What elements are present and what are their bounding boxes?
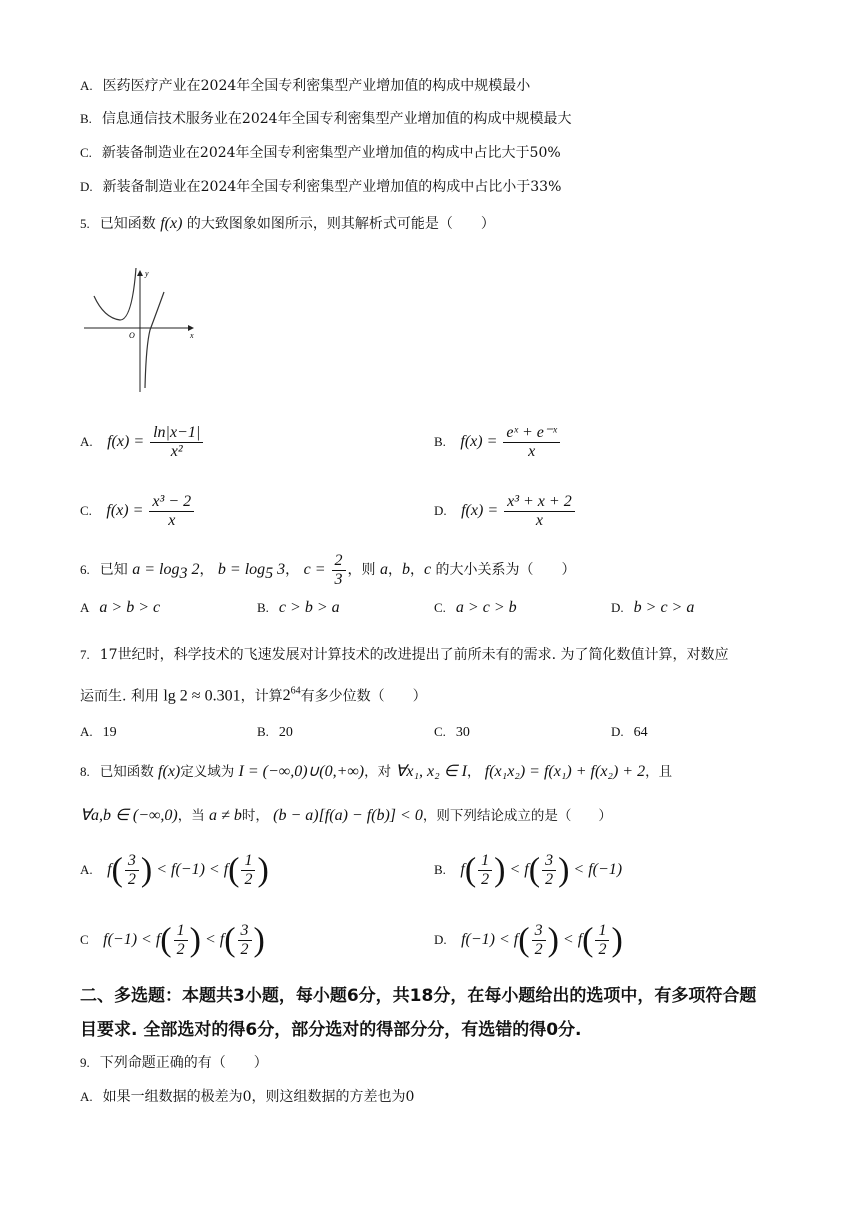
option-label: C. bbox=[434, 600, 446, 615]
q5-option-b[interactable] bbox=[434, 424, 562, 461]
option-text: 30 bbox=[455, 725, 470, 740]
q8-option-d[interactable] bbox=[434, 922, 623, 959]
fraction-denominator: x bbox=[535, 512, 543, 529]
stem-text: 已知函数 bbox=[99, 216, 156, 232]
q4-option-c[interactable] bbox=[80, 143, 561, 163]
option-label: A. bbox=[80, 862, 93, 878]
fraction-denominator: x bbox=[528, 443, 536, 460]
option-formula: f( $\frac{3}{2}$ ) < f(−1) < f( $\frac{1}{2}$ ) bbox=[107, 851, 269, 889]
q5-option-a[interactable] bbox=[80, 424, 205, 461]
option-label: D. bbox=[434, 932, 447, 948]
q7-option-d[interactable] bbox=[611, 722, 648, 743]
c-expr: c = bbox=[303, 561, 326, 579]
option-label: D. bbox=[434, 503, 447, 519]
q6-option-d[interactable] bbox=[611, 598, 694, 618]
y-axis-arrow bbox=[137, 270, 143, 276]
a-log-base: 3 bbox=[179, 565, 188, 583]
var-a: a bbox=[379, 561, 388, 579]
functional-equation: f(x₁x₂) = f(x₁) + f(x₂) + 2 bbox=[484, 763, 646, 780]
monotonic-inequality: (b − a)[f(a) − f(b)] < 0 bbox=[273, 807, 423, 824]
q7-stem-line2 bbox=[80, 682, 427, 706]
stem-text: 有多少位数（ ） bbox=[300, 688, 427, 705]
fraction-numerator: eˣ + e⁻ˣ bbox=[503, 424, 559, 443]
b-log-arg: 3 bbox=[273, 561, 286, 579]
q5-option-d[interactable] bbox=[434, 493, 577, 530]
stem-text: ，则 bbox=[347, 562, 376, 579]
q4-option-b[interactable] bbox=[80, 109, 572, 129]
stem-text: 已知函数 bbox=[99, 764, 154, 780]
option-formula: f(x) = $\frac{\text{x³ + x + 2}}{x}$ bbox=[461, 502, 577, 519]
q6-stem: 6. 已知 $a = \log_3 2$， $b = \log_5 3$， c = $\frac{2}{3}$ ，则 a，b，c 的大小关系为（ ） bbox=[80, 552, 576, 588]
fraction-denominator: 3 bbox=[334, 571, 343, 588]
q4-option-a[interactable] bbox=[80, 76, 530, 96]
fraction-denominator: x² bbox=[170, 443, 183, 460]
option-label: B. bbox=[434, 434, 446, 450]
question-number: 7. bbox=[80, 647, 90, 662]
question-number: 9. bbox=[80, 1055, 90, 1070]
stem-text: 时， bbox=[241, 808, 269, 824]
option-text: 信息通信技术服务业在2024年全国专利密集型产业增加值的构成中规模最大 bbox=[101, 111, 572, 127]
fx-expression: f(x) bbox=[158, 763, 181, 780]
option-label: D. bbox=[80, 179, 93, 194]
q8-stem-line2 bbox=[80, 806, 612, 826]
fraction-numerator: 2 bbox=[332, 552, 346, 571]
q7-option-a[interactable] bbox=[80, 722, 117, 743]
q6-option-c[interactable] bbox=[434, 598, 517, 618]
b-definition bbox=[217, 561, 286, 583]
q6-option-b[interactable] bbox=[257, 598, 340, 618]
question-number: 5. bbox=[80, 216, 90, 231]
stem-text: ，当 bbox=[177, 808, 205, 824]
lg-approximation: lg 2 ≈ 0.301 bbox=[163, 687, 241, 705]
option-text: 19 bbox=[102, 725, 117, 740]
forall-expression: ∀a,b ∈ (−∞,0) bbox=[80, 807, 178, 824]
stem-text: ，则下列结论成立的是（ ） bbox=[422, 808, 612, 824]
option-text: 64 bbox=[633, 725, 648, 740]
fraction-numerator: x³ + x + 2 bbox=[504, 493, 575, 512]
option-label: C. bbox=[80, 503, 92, 519]
stem-text: 的大小关系为（ ） bbox=[435, 562, 576, 579]
condition-expression: a ≠ b bbox=[209, 807, 242, 824]
option-label: A. bbox=[80, 724, 93, 739]
power-expression: $2^{64}$ bbox=[282, 686, 301, 705]
domain-expression: I = (−∞,0)∪(0,+∞) bbox=[238, 763, 365, 780]
option-formula: f( $\frac{1}{2}$ ) < f( $\frac{3}{2}$ ) < f(−1) bbox=[460, 851, 623, 889]
a-log-arg: 2 bbox=[187, 561, 200, 579]
x-axis-label: x bbox=[190, 331, 194, 340]
option-label: C. bbox=[434, 724, 446, 739]
stem-text: 已知 bbox=[99, 562, 128, 579]
option-label: B. bbox=[434, 862, 446, 878]
stem-text: 17世纪时，科学技术的飞速发展对计算技术的改进提出了前所未有的需求. 为了简化数值计算，对数应 bbox=[99, 647, 729, 663]
section-heading-line2: 目要求. 全部选对的得6分，部分选对的得部分分，有选错的得0分. bbox=[80, 1020, 582, 1040]
b-expr: b = log bbox=[217, 561, 266, 579]
stem-text: 的大致图象如图所示，则其解析式可能是（ ） bbox=[186, 216, 495, 232]
q8-option-b[interactable] bbox=[434, 852, 622, 889]
stem-text: ，计算 bbox=[240, 688, 283, 705]
var-c: c bbox=[423, 561, 432, 579]
stem-text: 下列命题正确的有（ ） bbox=[99, 1055, 268, 1071]
exponent: 64 bbox=[290, 686, 301, 697]
q7-stem-line1 bbox=[80, 645, 728, 665]
option-text: 新装备制造业在2024年全国专利密集型产业增加值的构成中占比大于50% bbox=[101, 145, 561, 161]
q8-option-a[interactable] bbox=[80, 852, 269, 889]
left-branch-curve bbox=[94, 268, 136, 320]
option-label: C. bbox=[80, 145, 92, 160]
stem-text: 定义域为 bbox=[180, 764, 235, 780]
option-label: B. bbox=[257, 724, 269, 739]
option-label: C bbox=[80, 932, 89, 948]
option-formula: f(x) = $\frac{\ln|x-1|}{\text{x²}}$ bbox=[107, 433, 205, 450]
q5-stem bbox=[80, 214, 495, 234]
option-formula: f(−1) < f( $\frac{1}{2}$ ) < f( $\frac{3}{2}$ ) bbox=[103, 921, 265, 959]
section-heading-line1: 二、多选题：本题共3小题，每小题6分，共18分，在每小题给出的选项中，有多项符合题 bbox=[80, 986, 757, 1006]
q5-option-c[interactable] bbox=[80, 493, 196, 530]
a-expr: a = log bbox=[132, 561, 180, 579]
q6-option-a[interactable] bbox=[80, 598, 160, 618]
stem-text: ，且 bbox=[645, 764, 673, 780]
fx-expression: f(x) bbox=[160, 215, 183, 232]
var-b: b bbox=[401, 561, 410, 579]
option-label: A. bbox=[80, 78, 93, 93]
option-label: D. bbox=[611, 600, 624, 615]
b-log-base: 5 bbox=[265, 565, 274, 583]
fraction-numerator: x³ − 2 bbox=[149, 493, 194, 512]
option-text: b > c > a bbox=[633, 599, 695, 616]
q4-option-d[interactable] bbox=[80, 177, 561, 197]
q7-option-c[interactable] bbox=[434, 722, 470, 743]
right-branch-curve bbox=[145, 292, 164, 388]
option-text: 20 bbox=[278, 725, 293, 740]
q7-option-b[interactable] bbox=[257, 722, 293, 743]
stem-text: 运而生. 利用 bbox=[80, 688, 159, 705]
option-text: 如果一组数据的极差为0，则这组数据的方差也为0 bbox=[102, 1089, 415, 1105]
a-definition bbox=[132, 561, 200, 583]
q8-option-c[interactable] bbox=[80, 922, 265, 959]
option-text: a > b > c bbox=[99, 599, 161, 616]
function-graph bbox=[82, 266, 200, 396]
q9-stem bbox=[80, 1053, 268, 1073]
stem-text: ，对 bbox=[364, 764, 392, 780]
option-label: D. bbox=[611, 724, 624, 739]
option-formula: f(−1) < f( $\frac{3}{2}$ ) < f( $\frac{1}{2}$ ) bbox=[461, 921, 623, 959]
forall-expression: ∀x₁, x₂ ∈ I bbox=[395, 763, 467, 780]
option-label: A bbox=[80, 600, 90, 615]
c-definition bbox=[303, 552, 348, 588]
option-label: A. bbox=[80, 434, 93, 450]
option-label: B. bbox=[80, 111, 92, 126]
origin-label: O bbox=[129, 331, 135, 340]
option-text: 医药医疗产业在2024年全国专利密集型产业增加值的构成中规模最小 bbox=[102, 78, 531, 94]
option-label: A. bbox=[80, 1089, 93, 1104]
question-number: 8. bbox=[80, 764, 90, 779]
option-text: a > c > b bbox=[455, 599, 517, 616]
y-axis-label: y bbox=[145, 269, 149, 278]
q9-option-a[interactable] bbox=[80, 1087, 414, 1107]
option-label: B. bbox=[257, 600, 269, 615]
question-number: 6. bbox=[80, 562, 90, 578]
fraction-numerator: ln|x−1| bbox=[150, 424, 203, 443]
option-formula: f(x) = $\frac{\text{eˣ + e⁻ˣ}}{x}$ bbox=[460, 433, 562, 450]
option-formula: f(x) = $\frac{\text{x³ − 2}}{x}$ bbox=[106, 502, 196, 519]
fraction-denominator: x bbox=[168, 512, 176, 529]
q8-stem-line1: 8. 已知函数 f(x)定义域为 I = (−∞,0)∪(0,+∞)，对 ∀x₁, x₂ ∈ I， f(x₁x₂) = f(x₁) + f(x₂) + 2，且 bbox=[80, 763, 673, 780]
option-text: c > b > a bbox=[278, 599, 340, 616]
option-text: 新装备制造业在2024年全国专利密集型产业增加值的构成中占比小于33% bbox=[102, 179, 562, 195]
